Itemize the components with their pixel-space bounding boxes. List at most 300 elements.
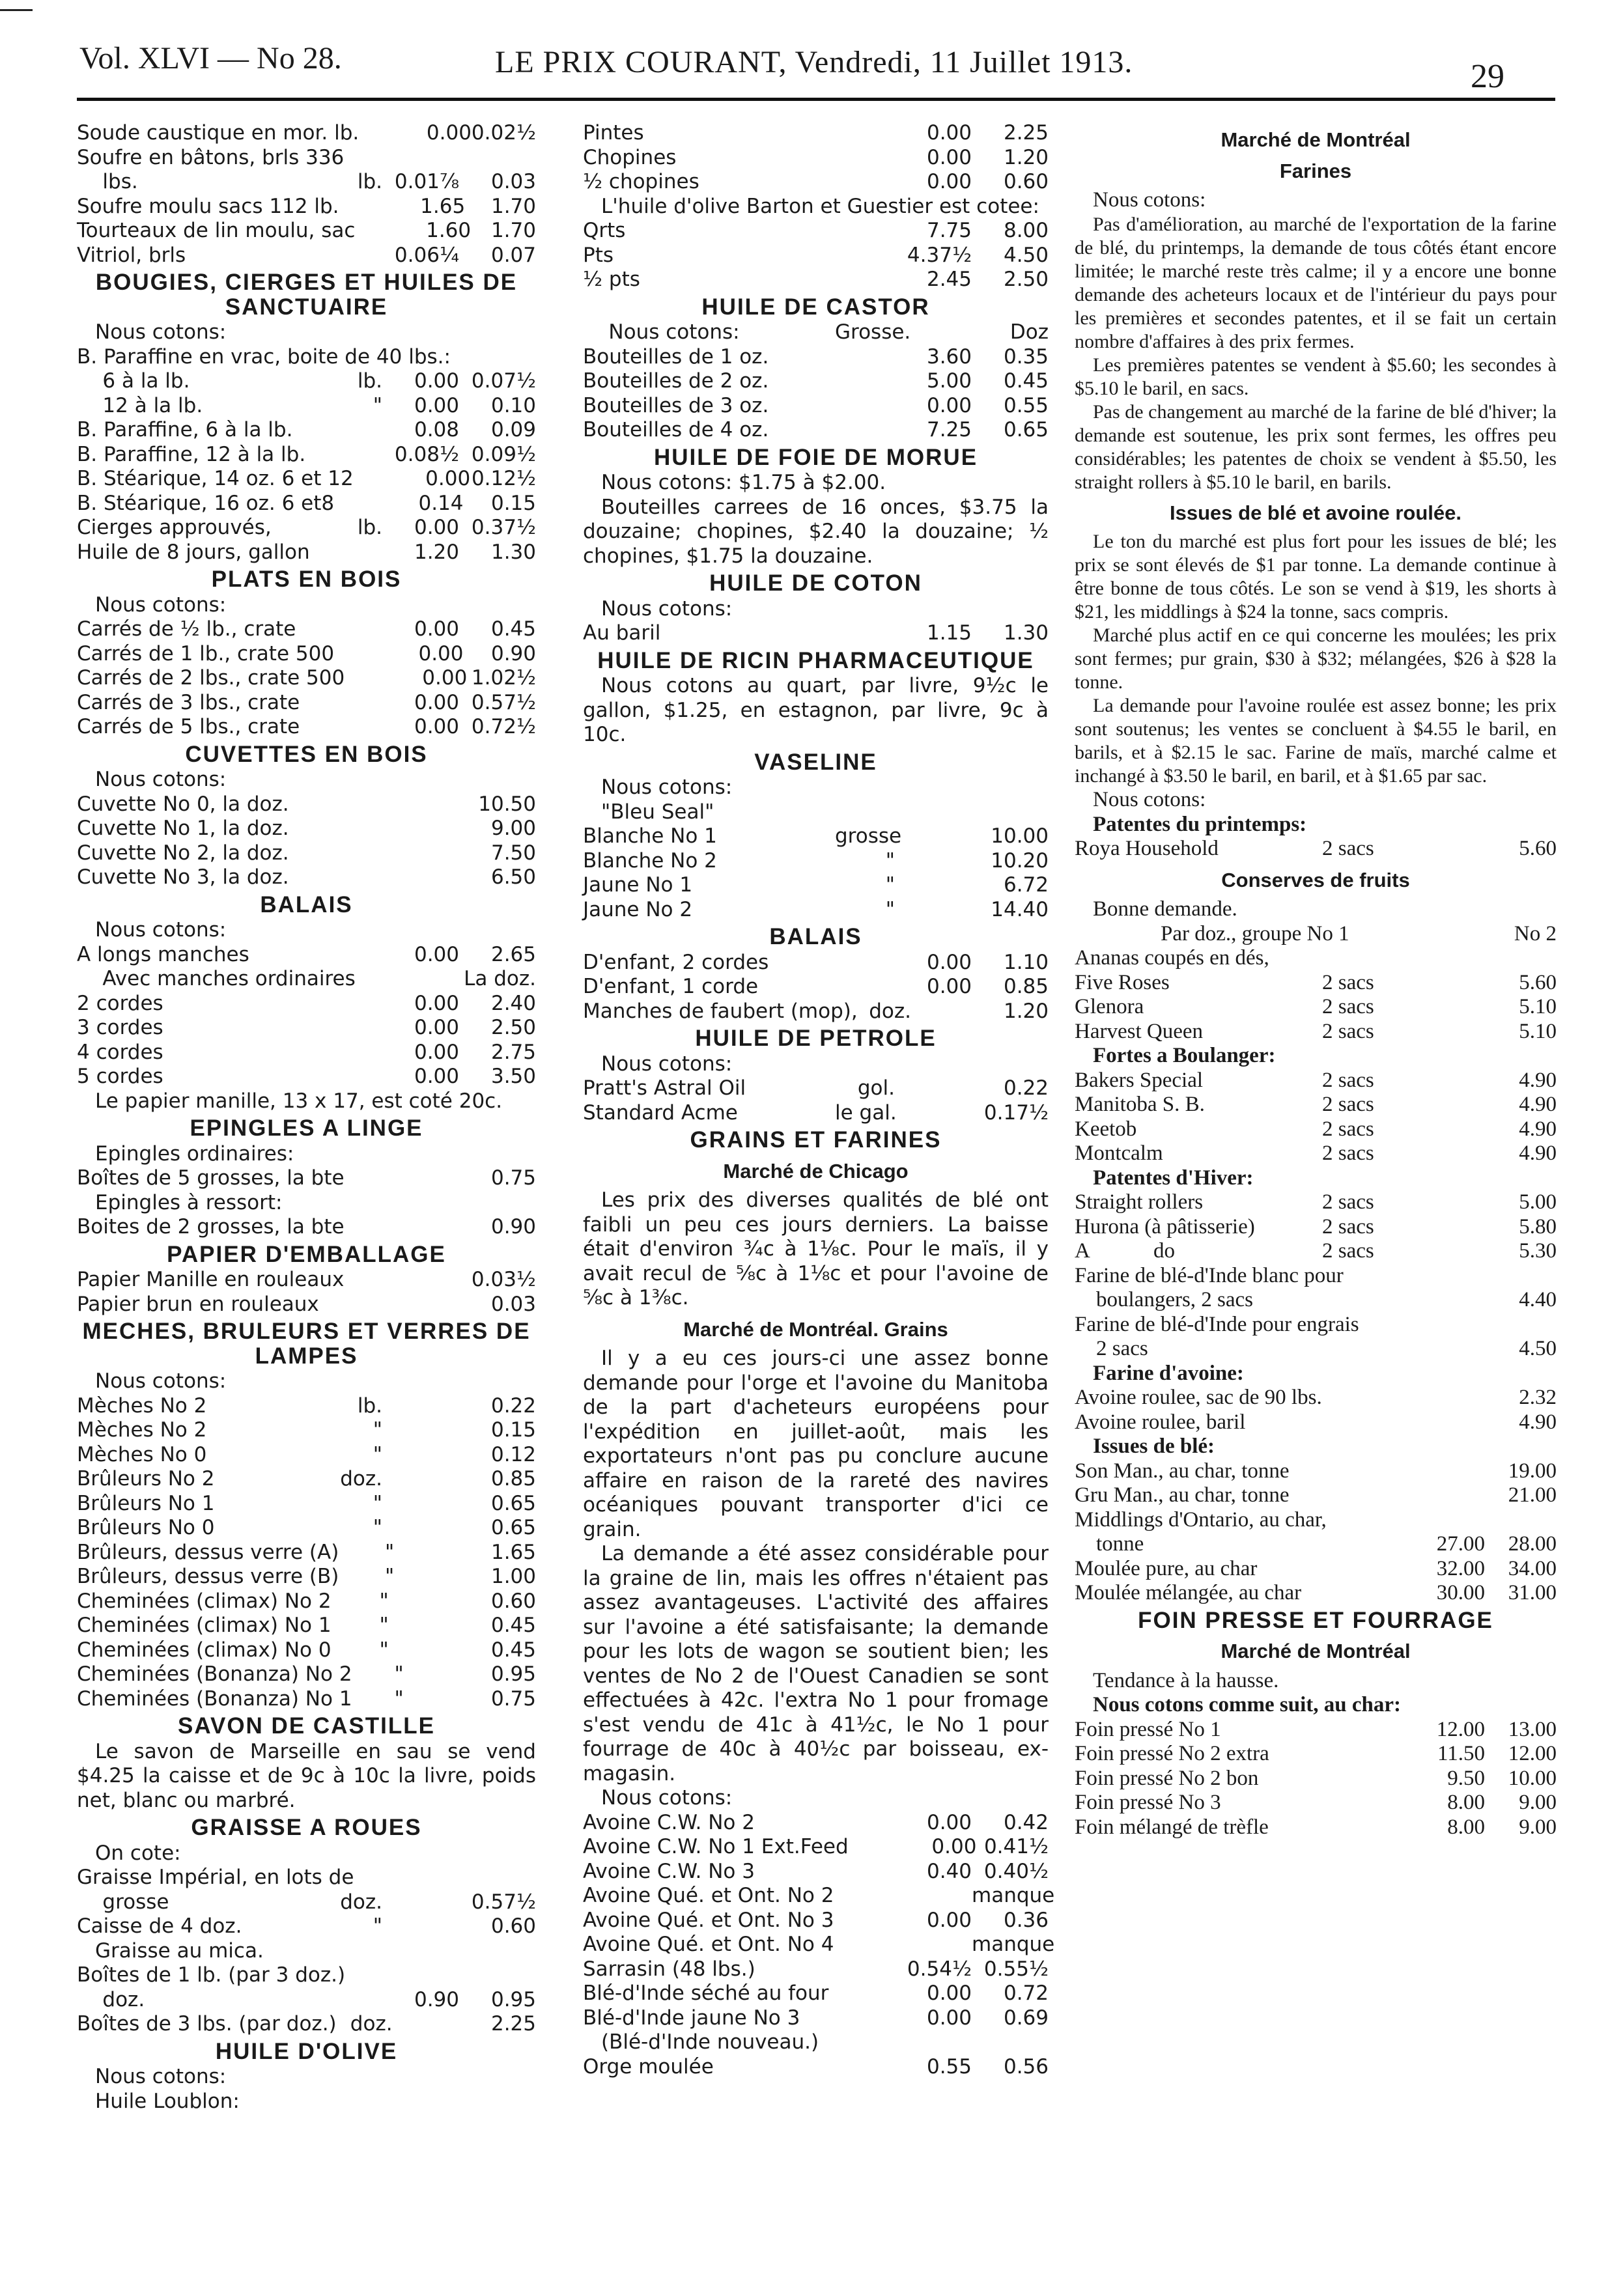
price-high: 9.00 — [490, 817, 536, 840]
price-high: 0.85 — [490, 1467, 536, 1491]
price-row — [583, 1076, 1049, 1101]
item-name: Pintes — [583, 121, 644, 145]
price-row — [77, 1866, 536, 1890]
item-unit: 2 sacs — [1322, 1190, 1374, 1214]
item-unit: 2 sacs — [1322, 1141, 1374, 1165]
section-heading: HUILE DE PETROLE — [695, 1026, 937, 1051]
item-unit — [322, 443, 382, 468]
section-heading: BOUGIES, CIERGES ET HUILES DE SANCTUAIRE — [95, 270, 518, 320]
price-row — [77, 1394, 536, 1419]
item-name: 3 cordes — [77, 1016, 163, 1039]
note-line: Nous cotons: $1.75 à $2.00. — [601, 471, 886, 494]
price-high: La doz. — [464, 967, 536, 990]
price-row — [1075, 1483, 1557, 1508]
item-name: B. Paraffine, 12 à la lb. — [77, 442, 306, 466]
item-unit — [835, 121, 895, 146]
item-name: Papier brun en rouleaux — [77, 1292, 319, 1316]
price-low: 2.45 — [926, 268, 972, 291]
section-heading: VASELINE — [754, 749, 877, 775]
price-low: 0.00 — [414, 1040, 459, 1064]
item-unit: " — [379, 1638, 389, 1662]
price-low — [895, 824, 972, 849]
price-high: 28.00 — [1508, 1532, 1557, 1556]
item-unit — [322, 715, 382, 740]
item-unit — [451, 345, 475, 370]
price-high: 0.03 — [490, 1292, 536, 1316]
price-high: 2.32 — [1519, 1386, 1557, 1409]
item-name: Mèches No 2 — [77, 1418, 207, 1442]
item-name: Par doz., groupe No 1 — [1075, 921, 1349, 945]
price-low — [1413, 1190, 1485, 1215]
price-high: 1.30 — [490, 540, 536, 564]
price-row — [1075, 1313, 1557, 1337]
price-high: 0.36 — [1003, 1908, 1049, 1932]
price-low: 0.00 — [926, 1908, 972, 1932]
item-name: Brûleurs, dessus verre (B) — [77, 1565, 339, 1588]
price-low — [1413, 1141, 1485, 1166]
price-row — [583, 1101, 1049, 1126]
price-row — [1075, 1190, 1557, 1215]
price-low — [895, 849, 972, 874]
note-line: Nous cotons: — [95, 593, 227, 617]
item-unit: " — [885, 897, 895, 921]
price-low — [895, 873, 972, 898]
item-unit: 2 sacs — [1322, 1117, 1374, 1141]
price-high: 2.25 — [490, 2012, 537, 2036]
item-unit — [835, 1860, 895, 1884]
item-name: Avoine Qué. et Ont. No 2 — [583, 1884, 834, 1907]
price-low: 8.00 — [1447, 1791, 1485, 1814]
price-row — [77, 219, 536, 244]
price-high — [505, 345, 536, 370]
price-low: 0.00 — [414, 516, 459, 539]
item-unit — [835, 219, 895, 244]
price-row — [1075, 1718, 1557, 1743]
price-high: 0.12 — [490, 1442, 536, 1466]
price-low: 3.60 — [926, 344, 972, 369]
price-row — [77, 1914, 536, 1939]
price-row — [583, 621, 1049, 646]
price-row — [77, 992, 536, 1016]
price-low — [403, 967, 464, 992]
price-low — [1436, 1313, 1497, 1337]
price-high: 0.40½ — [983, 1859, 1049, 1883]
section-heading: MECHES, BRULEURS ET VERRES DE LAMPES — [82, 1319, 531, 1369]
paragraph: Le ton du marché est plus fort pour les issues de blé; les prix se sont élevés de $1 par tonne. La demande continue à être bonne de tous côtés. Le son se vend à $19, les shorts à $21, les middlings à $24 la tonne, sacs compris. — [1075, 531, 1557, 623]
item-name: B. Stéarique, 14 oz. 6 et 12 — [77, 467, 354, 490]
price-high: 0.22 — [1003, 1076, 1049, 1100]
price-low — [394, 1541, 465, 1565]
item-unit: " — [379, 1589, 389, 1613]
section-heading: EPINGLES A LINGE — [190, 1115, 423, 1141]
item-name: Cuvette No 1, la doz. — [77, 817, 289, 840]
item-name: 5 cordes — [77, 1065, 163, 1088]
price-row — [583, 146, 1049, 171]
paragraph: Les prix des diverses qualités de blé ont faibli un peu ces jours derniers. La baisse était d'environ ¾c à 1⅛c. Pour le maïs, il y avait recul de ⅝c à 1⅛c et pour l'avoine de ⅝c à 1⅜c. — [583, 1188, 1049, 1309]
price-row — [1075, 837, 1557, 861]
item-unit — [344, 146, 398, 171]
price-row — [77, 1041, 536, 1065]
item-unit: doz. — [340, 1890, 382, 1914]
price-row — [1075, 1459, 1557, 1484]
price-high: 0.90 — [490, 641, 536, 665]
item-unit — [322, 943, 382, 968]
item-name: Cheminées (climax) No 1 — [77, 1614, 332, 1637]
price-high: 0.60 — [490, 1914, 536, 1938]
item-name: Ananas coupés en dés, — [1075, 946, 1269, 970]
price-low — [1413, 1386, 1485, 1410]
item-unit: lb. — [357, 369, 382, 393]
price-high — [1486, 1508, 1557, 1533]
item-name: Farine de blé-d'Inde blanc pour — [1075, 1263, 1344, 1287]
price-low — [1413, 1483, 1485, 1508]
price-low: 4.37½ — [907, 243, 972, 267]
price-row — [77, 170, 536, 195]
item-unit — [835, 1933, 895, 1957]
price-low — [1413, 946, 1485, 971]
price-high: 1.30 — [1003, 621, 1049, 645]
price-row — [583, 975, 1049, 1000]
section-heading: FOIN PRESSE ET FOURRAGE — [1138, 1607, 1493, 1633]
price-row — [1075, 1288, 1557, 1313]
price-high: 0.45 — [490, 1638, 537, 1662]
section-heading: HUILE D'OLIVE — [215, 2038, 398, 2064]
item-unit: le gal. — [835, 1100, 897, 1125]
price-row — [583, 345, 1049, 370]
item-name: Avoine roulee, sac de 90 lbs. — [1075, 1386, 1322, 1409]
price-low: 0.00 — [414, 393, 459, 417]
item-name: Huile de 8 jours, gallon — [77, 540, 310, 564]
note-line: Nous cotons: — [601, 596, 733, 621]
price-low — [1413, 1239, 1485, 1264]
price-high: 5.10 — [1519, 1019, 1557, 1043]
item-name: Brûleurs No 1 — [77, 1491, 215, 1515]
price-low: 0.00 — [926, 170, 972, 193]
price-high: 0.45 — [1003, 369, 1049, 393]
item-name: Foin pressé No 1 — [1075, 1717, 1221, 1741]
price-low: 0.00 — [426, 121, 472, 145]
item-name: B. Stéarique, 16 oz. 6 et8 — [77, 491, 335, 515]
item-unit: " — [373, 1442, 382, 1466]
paragraph: La demande a été assez considérable pour la graine de lin, mais les offres n'étaient pas assez avantageuses. L'activité des affaires sur l'avoine a été satisfaisante; la demande pour les lots de wagon se soutient bien; les ventes de No 2 de l'Ouest Canadien se sont effectuées à 42c. l'extra No 1 pour fromage s'est vendu de 41c à 41½c, le No 1 pour fourrage de 40c à 40½c par boisseau, ex-magasin. — [583, 1542, 1049, 1785]
item-name: Manitoba S. B. — [1075, 1093, 1205, 1116]
price-row — [583, 873, 1049, 898]
price-row — [583, 824, 1049, 849]
item-unit: doz. — [340, 1467, 382, 1491]
price-high — [468, 1963, 536, 1988]
item-unit — [322, 540, 382, 565]
price-row — [583, 1981, 1049, 2006]
price-high: 1.00 — [490, 1565, 536, 1588]
item-unit — [835, 345, 895, 370]
note-line: Huile Loublon: — [95, 2089, 240, 2113]
note-line: Nous cotons: — [601, 776, 733, 799]
price-row — [77, 1065, 536, 1089]
price-low — [895, 1076, 972, 1101]
item-unit — [322, 691, 382, 716]
item-unit — [322, 1988, 382, 2013]
item-unit — [1322, 1288, 1413, 1313]
column-right — [1075, 121, 1557, 1840]
price-low — [398, 1268, 467, 1293]
price-low: 0.00 — [414, 617, 459, 641]
item-unit — [835, 146, 895, 171]
paragraph: Il y a eu ces jours-ci une assez bonne demande pour l'orge et l'avoine du Manitoba de la part d'acheteurs européens pour l'expédition en juillet-août, mais les exportateurs n'ont pas pu conclure aucune affaire en raison de la rareté des navires océaniques pouvant transporter d'ici ce grain. — [583, 1347, 1049, 1541]
item-name: Papier Manille en rouleaux — [77, 1268, 345, 1291]
price-row — [583, 1835, 1049, 1860]
price-row — [77, 195, 536, 219]
item-name: Blé-d'Inde séché au four — [583, 1981, 829, 2005]
price-low — [1413, 1020, 1485, 1044]
subsection-heading: Marché de Montréal — [1221, 128, 1411, 151]
price-high: 0.45 — [490, 1614, 537, 1637]
note-line: Tendance à la hausse. — [1093, 1668, 1279, 1692]
price-low — [389, 1638, 462, 1663]
item-unit — [322, 1293, 382, 1317]
note-line: Nous cotons: — [95, 768, 227, 791]
price-row — [1075, 922, 1557, 947]
price-high: 6.50 — [490, 865, 536, 889]
price-high: 2.65 — [490, 942, 536, 966]
item-unit — [835, 1884, 895, 1909]
price-high: 0.60 — [490, 1589, 537, 1613]
price-low — [398, 146, 467, 171]
item-name: Bakers Special — [1075, 1068, 1204, 1092]
item-name: Foin pressé No 3 — [1075, 1791, 1221, 1814]
item-name: Standard Acme — [583, 1100, 738, 1125]
item-name: Blanche No 2 — [583, 848, 717, 873]
item-unit — [322, 841, 382, 866]
price-high: 2.25 — [1003, 121, 1049, 145]
price-low — [1413, 1215, 1485, 1240]
price-high: 0.55 — [1003, 393, 1049, 417]
subsection-heading: Marché de Chicago — [723, 1159, 909, 1183]
item-unit: doz. — [350, 2012, 393, 2036]
price-low — [389, 1614, 462, 1638]
price-row — [77, 244, 536, 268]
section-heading: CUVETTES EN BOIS — [185, 741, 428, 767]
subsection-heading: Marché de Montréal. Grains — [683, 1317, 948, 1341]
item-name: Bouteilles de 4 oz. — [583, 418, 769, 441]
price-high: 5.00 — [1519, 1190, 1557, 1214]
item-name: Soude caustique en mor. lb. — [77, 121, 360, 145]
price-high: 1.65 — [490, 1540, 536, 1564]
price-low — [398, 1166, 467, 1191]
item-name: Cuvette No 0, la doz. — [77, 792, 289, 816]
price-low — [1413, 1093, 1485, 1117]
price-row — [77, 146, 536, 171]
price-low: 30.00 — [1436, 1581, 1485, 1604]
price-low: 0.54½ — [907, 1957, 972, 1981]
price-row — [1075, 971, 1557, 996]
price-row — [77, 1293, 536, 1317]
price-low — [1413, 837, 1485, 861]
price-low — [389, 1589, 462, 1614]
price-row — [583, 418, 1049, 443]
item-unit — [322, 1041, 382, 1065]
price-row — [1075, 1117, 1557, 1142]
price-low — [911, 1000, 980, 1024]
price-low — [382, 792, 459, 817]
item-unit — [356, 967, 403, 992]
item-name: B. Paraffine, 6 à la lb. — [77, 418, 293, 441]
item-unit: " — [384, 1565, 395, 1588]
price-high: No 2 — [1514, 921, 1557, 945]
item-unit — [835, 369, 895, 394]
bold-note-line: Nous cotons comme suit, au char: — [1093, 1693, 1401, 1716]
price-low: 7.75 — [926, 219, 972, 242]
price-low — [895, 1101, 972, 1126]
item-name: Blé-d'Inde jaune No 3 — [583, 2006, 800, 2030]
price-high: 9.00 — [1519, 1791, 1557, 1814]
volume-number: Vol. XLVI — No 28. — [79, 41, 342, 76]
note-line: Nous cotons: — [601, 1052, 733, 1076]
item-unit — [1322, 1386, 1413, 1410]
price-row — [1075, 1069, 1557, 1093]
price-high: 0.65 — [490, 1516, 536, 1539]
item-name: D'enfant, 2 cordes — [583, 950, 769, 974]
item-unit: lb. — [357, 516, 382, 539]
item-name: 6 à la lb. — [77, 369, 190, 393]
item-unit — [1327, 1508, 1416, 1533]
item-unit — [835, 2006, 895, 2031]
price-low: 0.00 — [414, 715, 459, 738]
column-left — [77, 121, 536, 2114]
price-low: 0.01⅞ — [394, 170, 459, 193]
item-unit — [835, 1957, 895, 1982]
item-name: lbs. — [77, 170, 138, 193]
price-row — [1075, 1791, 1557, 1815]
section-heading: HUILE DE CASTOR — [701, 294, 930, 320]
price-low — [895, 1933, 972, 1957]
price-high: 34.00 — [1508, 1556, 1557, 1580]
item-unit — [835, 418, 895, 443]
item-unit: lb. — [357, 1393, 382, 1418]
price-row — [77, 1467, 536, 1492]
note-line: Nous cotons: — [1093, 788, 1206, 811]
price-low: 0.14 — [418, 491, 464, 515]
price-high: 0.15 — [490, 491, 537, 515]
price-low: 0.00 — [926, 1810, 972, 1834]
price-low: 8.00 — [1447, 1815, 1485, 1839]
price-high: 10.00 — [1508, 1766, 1557, 1790]
price-row — [1075, 1742, 1557, 1767]
item-unit — [322, 1016, 382, 1041]
price-low — [404, 1662, 470, 1687]
price-high: 0.75 — [490, 1687, 536, 1711]
item-unit — [849, 1835, 905, 1860]
price-low — [1413, 1337, 1485, 1362]
item-name: Sarrasin (48 lbs.) — [583, 1957, 755, 1981]
subsection-heading: Farines — [1279, 159, 1352, 182]
price-high: 12.00 — [1508, 1742, 1557, 1765]
paragraph: Pas de changement au marché de la farine de blé d'hiver; la demande est soutenue, les prix sont fermes, les offres peu considérables; les patentes de choix se vendent à $5.50, les straight rollers à $5.10 le baril, en barils. — [1075, 400, 1557, 493]
item-unit: 2 sacs — [1322, 995, 1374, 1018]
price-high: 4.90 — [1519, 1141, 1557, 1165]
price-high: 1.20 — [1003, 999, 1049, 1023]
price-low: 9.50 — [1447, 1766, 1485, 1790]
bold-note-line: Issues de blé: — [1093, 1435, 1215, 1458]
item-unit: grosse — [835, 824, 902, 848]
price-high: 0.42 — [1003, 1810, 1049, 1834]
item-unit — [835, 244, 895, 268]
price-high: 0.12½ — [471, 467, 537, 490]
price-high: 0.57½ — [471, 690, 536, 714]
price-high: 4.90 — [1519, 1117, 1557, 1141]
price-high: 0.09 — [490, 418, 536, 441]
price-high: 1.10 — [1003, 950, 1049, 974]
price-row — [583, 951, 1049, 975]
price-low — [1413, 971, 1485, 996]
item-unit — [1349, 922, 1430, 947]
item-name: Cheminées (climax) No 0 — [77, 1638, 332, 1662]
item-unit: 2 sacs — [1322, 1093, 1374, 1116]
price-high: 0.35 — [1003, 344, 1049, 369]
item-name: Caisse de 4 doz. — [77, 1914, 242, 1938]
price-row — [583, 1933, 1055, 1957]
note-line: Bonne demande. — [1093, 897, 1237, 921]
item-unit — [835, 394, 895, 419]
price-low: 0.00 — [414, 1065, 459, 1088]
item-name: Boîtes de 5 grosses, la bte — [77, 1166, 345, 1190]
price-row — [1075, 1557, 1557, 1582]
item-name: Carrés de 3 lbs., crate — [77, 690, 300, 714]
price-high: 2.75 — [490, 1040, 536, 1064]
price-high: 0.69 — [1003, 2006, 1049, 2030]
item-unit: 2 sacs — [1322, 1214, 1374, 1239]
price-low — [404, 1687, 470, 1712]
price-high: 0.17½ — [983, 1100, 1049, 1125]
top-edge-rule — [0, 9, 33, 11]
price-low — [895, 320, 972, 345]
page-number: 29 — [1471, 58, 1504, 95]
price-row — [77, 1589, 536, 1614]
price-high: 0.65 — [490, 1491, 536, 1515]
item-unit — [1322, 1718, 1413, 1743]
price-low: 0.00 — [414, 991, 459, 1015]
item-name: Foin pressé No 2 bon — [1075, 1766, 1259, 1790]
price-high: 0.41½ — [983, 1835, 1049, 1858]
price-low: 0.00 — [926, 950, 972, 974]
item-unit: " — [373, 393, 382, 417]
note-line: Graisse au mica. — [95, 1939, 264, 1963]
price-low — [382, 1516, 459, 1541]
item-name: Carrés de 1 lb., crate 500 — [77, 641, 335, 665]
price-high: 19.00 — [1508, 1459, 1557, 1483]
price-high — [470, 1866, 536, 1890]
price-low: 0.08½ — [394, 442, 459, 466]
price-low: 0.06¼ — [394, 243, 459, 267]
price-low: 0.00 — [926, 975, 972, 998]
price-row — [77, 1988, 536, 2013]
item-unit — [334, 642, 391, 667]
price-row — [77, 1418, 536, 1443]
price-low — [382, 817, 459, 841]
price-high: manque — [972, 1884, 1055, 1907]
item-name: Bouteilles de 2 oz. — [583, 369, 769, 393]
price-row — [77, 418, 536, 443]
paragraph: Bouteilles carrees de 16 onces, $3.75 la douzaine; chopines, $2.40 la douzaine; ½ chopines, $1.75 la douzaine. — [583, 495, 1049, 568]
item-unit: lb. — [357, 170, 382, 193]
item-unit: " — [379, 1614, 389, 1637]
price-row — [583, 219, 1049, 244]
price-high: 3.50 — [490, 1065, 536, 1088]
item-unit — [354, 1866, 404, 1890]
item-unit — [359, 121, 408, 146]
price-high: 0.02½ — [471, 121, 536, 145]
price-row — [583, 1000, 1049, 1024]
price-row — [77, 492, 536, 516]
